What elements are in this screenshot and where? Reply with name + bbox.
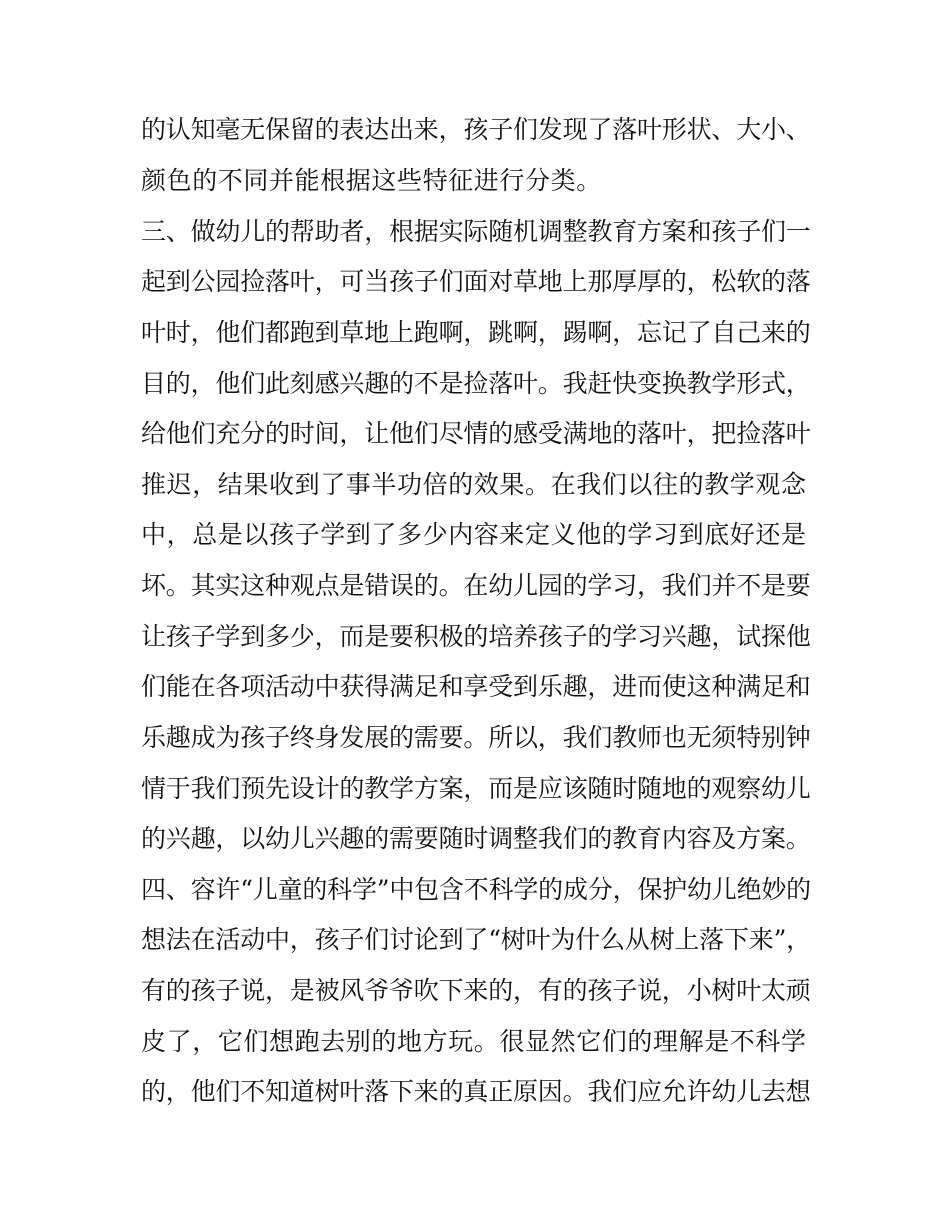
text-line: 的认知毫无保留的表达出来，孩子们发现了落叶形状、大小、 <box>141 115 811 144</box>
text-line: 中，总是以孩子学到了多少内容来定义他的学习到底好还是 <box>141 520 807 549</box>
text-line: 三、做幼儿的帮助者，根据实际随机调整教育方案和孩子们一 <box>141 217 811 246</box>
text-line: 的，他们不知道树叶落下来的真正原因。我们应允许幼儿去想 <box>141 1077 811 1106</box>
text-line: 皮了，它们想跑去别的地方玩。很显然它们的理解是不科学 <box>141 1027 807 1056</box>
text-line: 有的孩子说，是被风爷爷吹下来的，有的孩子说，小树叶太顽 <box>141 976 811 1005</box>
text-line: 起到公园捡落叶，可当孩子们面对草地上那厚厚的，松软的落 <box>141 267 811 296</box>
text-line: 四、容许“儿童的科学”中包含不科学的成分，保护幼儿绝妙的 <box>141 875 811 904</box>
text-line: 坏。其实这种观点是错误的。在幼儿园的学习，我们并不是要 <box>141 571 811 600</box>
text-line: 目的，他们此刻感兴趣的不是捡落叶。我赶快变换教学形式， <box>141 369 811 398</box>
text-line: 乐趣成为孩子终身发展的需要。所以，我们教师也无须特别钟 <box>141 723 811 752</box>
text-line: 推迟，结果收到了事半功倍的效果。在我们以往的教学观念 <box>141 470 807 499</box>
text-line: 情于我们预先设计的教学方案，而是应该随时随地的观察幼儿 <box>141 774 811 803</box>
text-line: 想法在活动中，孩子们讨论到了“树叶为什么从树上落下来”， <box>141 925 811 954</box>
text-line: 叶时，他们都跑到草地上跑啊，跳啊，踢啊，忘记了自己来的 <box>141 318 811 347</box>
text-line: 们能在各项活动中获得满足和享受到乐趣，进而使这种满足和 <box>141 672 811 701</box>
text-line: 颜色的不同并能根据这些特征进行分类。 <box>141 166 602 195</box>
text-line: 让孩子学到多少，而是要积极的培养孩子的学习兴趣，试探他 <box>141 622 811 651</box>
text-line: 给他们充分的时间，让他们尽情的感受满地的落叶，把捡落叶 <box>141 419 811 448</box>
text-line: 的兴趣，以幼儿兴趣的需要随时调整我们的教育内容及方案。 <box>141 824 811 853</box>
